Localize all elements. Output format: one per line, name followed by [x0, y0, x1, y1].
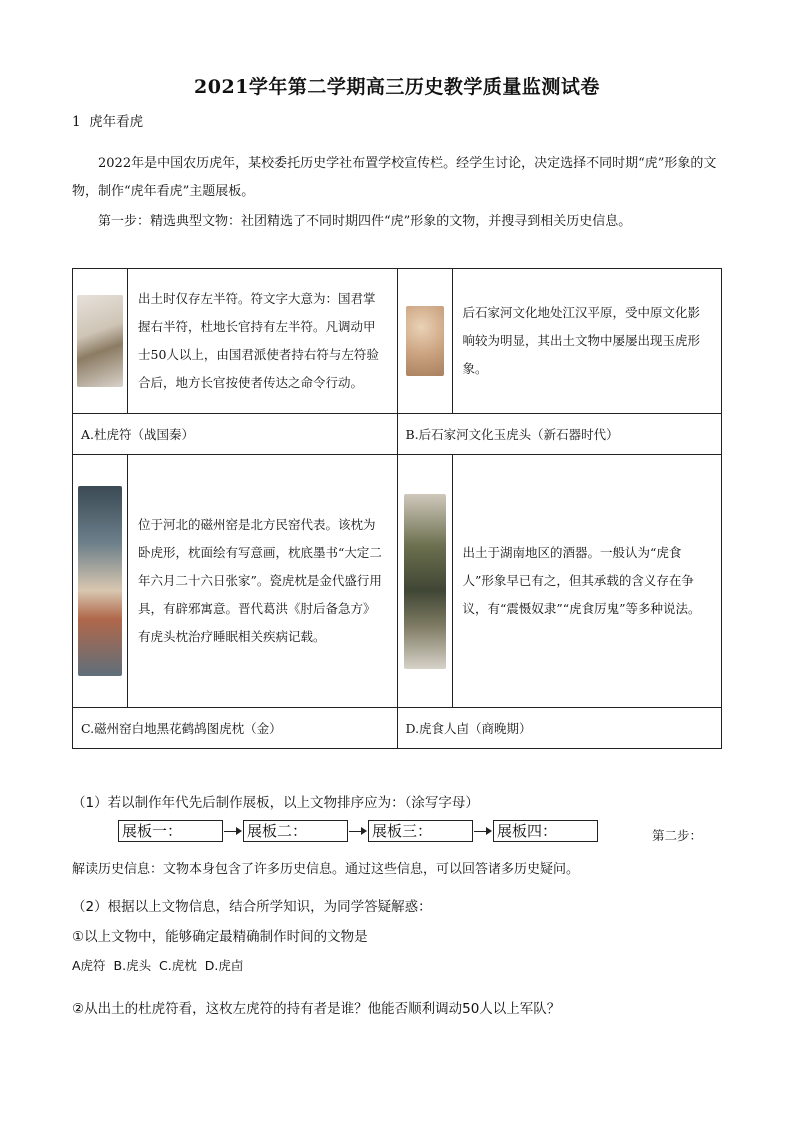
relic-d-image-cell [397, 455, 452, 708]
subquestion-2-1: ①以上文物中，能够确定最精确制作时间的文物是 [72, 929, 368, 945]
exam-title: 2021学年第二学期高三历史教学质量监测试卷 [194, 76, 600, 98]
relic-a-description: 出土时仅存左半符。符文字大意为：国君掌握右半符，杜地长官持有左半符。凡调动甲士50人以上，由国君派使者持右符与左符验合后，地方长官按使者传达之命令行动。 [128, 269, 398, 414]
question-topic: 虎年看虎 [89, 114, 144, 130]
board-3-box[interactable]: 展板三： [368, 820, 473, 842]
subquestion-2: （2）根据以上文物信息，结合所学知识，为同学答疑解惑： [72, 899, 432, 915]
relic-b-caption: B.后石家河文化玉虎头（新石器时代） [397, 414, 722, 455]
relic-d-caption: D.虎食人卣（商晚期） [397, 708, 722, 749]
relic-c-description: 位于河北的磁州窑是北方民窑代表。该枕为卧虎形，枕面绘有写意画，枕底墨书“大定二年六月二十六日张家”。瓷虎枕是金代盛行用具，有辟邪寓意。晋代葛洪《肘后备急方》有虎头枕治疗睡眠相关疾病记载。 [128, 455, 398, 708]
board-4-box[interactable]: 展板四： [493, 820, 598, 842]
step1-paragraph: 第一步：精选典型文物：社团精选了不同时期四件“虎”形象的文物，并搜寻到相关历史信息。 [98, 214, 632, 229]
jade-tiger-head-image [406, 306, 444, 376]
relic-b-description: 后石家河文化地处江汉平原，受中原文化影响较为明显，其出土文物中屡屡出现玉虎形象。 [452, 269, 722, 414]
relic-a-caption: A.杜虎符（战国秦） [73, 414, 398, 455]
question-heading [72, 110, 143, 130]
relic-b-image-cell [397, 269, 452, 414]
relic-c-image-cell [73, 455, 128, 708]
arrow-right-icon [223, 821, 243, 841]
arrow-right-icon [348, 821, 368, 841]
tiger-you-vessel-image [404, 494, 446, 669]
subquestion-2-2: ②从出土的杜虎符看，这枚左虎符的持有者是谁？他能否顺利调动50人以上军队？ [72, 1001, 561, 1017]
tiger-pillow-image [78, 486, 122, 676]
relic-a-image-cell [73, 269, 128, 414]
board-1-box[interactable]: 展板一： [118, 820, 223, 842]
relic-d-description: 出土于湖南地区的酒器。一般认为“虎食人”形象早已有之，但其承载的含义存在争议，有“震慑奴隶”“虎食厉鬼”等多种说法。 [452, 455, 722, 708]
step2-paragraph: 解读历史信息：文物本身包含了许多历史信息。通过这些信息，可以回答诸多历史疑问。 [72, 862, 580, 877]
relics-table [72, 268, 722, 749]
subquestion-1: （1）若以制作年代先后制作展板，以上文物排序应为：（涂写字母） [72, 795, 479, 811]
answer-options[interactable]: A虎符 B.虎头 C.虎枕 D.虎卣 [72, 958, 244, 973]
relic-c-caption: C.磁州窑白地黑花鹤鸪图虎枕（金） [73, 708, 398, 749]
arrow-right-icon [473, 821, 493, 841]
tiger-tally-image [77, 295, 123, 387]
step2-label: 第二步： [652, 828, 703, 843]
board-sequence [118, 820, 598, 842]
question-number: 1 [72, 114, 81, 130]
intro-paragraph: 2022年是中国农历虎年，某校委托历史学社布置学校宣传栏。经学生讨论，决定选择不同时期“虎”形象的文物，制作“虎年看虎”主题展板。 [72, 156, 717, 199]
board-2-box[interactable]: 展板二： [243, 820, 348, 842]
